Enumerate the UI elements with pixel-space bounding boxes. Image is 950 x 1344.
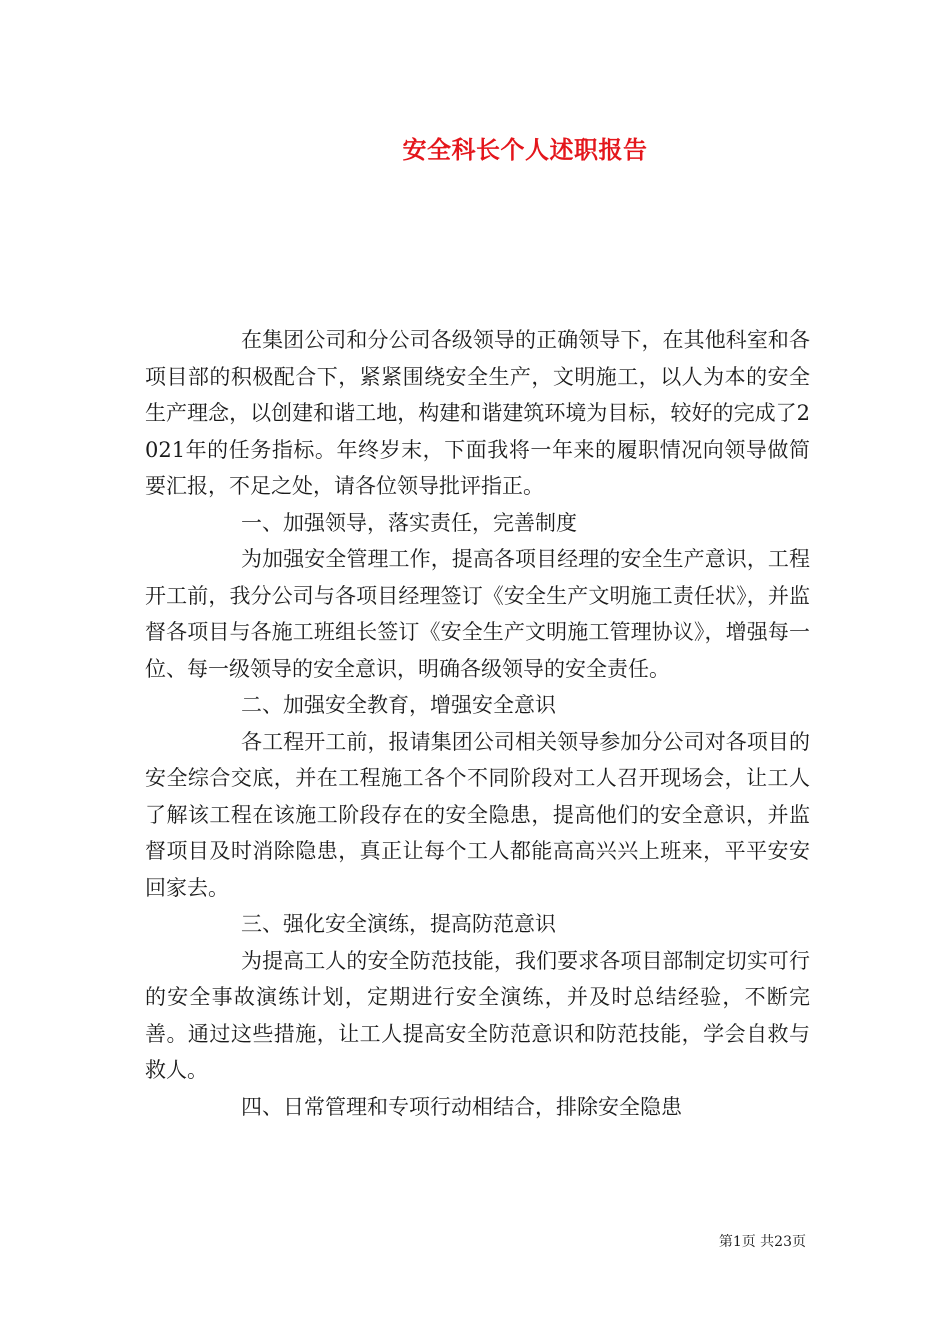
- document-title: 安全科长个人述职报告: [402, 135, 648, 164]
- section-heading-2: 二、加强安全教育，增强安全意识: [241, 693, 556, 717]
- page-number-footer: 第1页 共23页: [718, 1234, 806, 1250]
- section-heading-3: 三、强化安全演练，提高防范意识: [241, 912, 556, 936]
- paragraph-section-2: 各工程开工前，报请集团公司相关领导参加分公司对各项目的安全综合交底，并在工程施工各个不同阶段对工人召开现场会，让工人了解该工程在该施工阶段存在的安全隐患，提高他们的安全意识，并监督项目及时消除隐患，真正让每个工人都能高高兴兴上班来，平平安安回家去。: [145, 729, 810, 900]
- paragraph-section-1: 为加强安全管理工作，提高各项目经理的安全生产意识，工程开工前，我分公司与各项目经理签订《安全生产文明施工责任状》，并监督各项目与各施工班组长签订《安全生产文明施工管理协议》，增强每一位、每一级领导的安全意识，明确各级领导的安全责任。: [145, 547, 810, 681]
- section-heading-4: 四、日常管理和专项行动相结合，排除安全隐患: [241, 1094, 682, 1119]
- paragraph-intro: 在集团公司和分公司各级领导的正确领导下，在其他科室和各项目部的积极配合下，紧紧围绕安全生产，文明施工，以人为本的安全生产理念，以创建和谐工地，构建和谐建筑环境为目标，较好的完成了2021年的任务指标。年终岁末，下面我将一年来的履职情况向领导做简要汇报，不足之处，请各位领导批评指正。: [145, 328, 810, 498]
- paragraph-section-3: 为提高工人的安全防范技能，我们要求各项目部制定切实可行的安全事故演练计划，定期进行安全演练，并及时总结经验，不断完善。通过这些措施，让工人提高安全防范意识和防范技能，学会自救与救人。: [145, 948, 810, 1082]
- section-heading-1: 一、加强领导，落实责任，完善制度: [241, 510, 577, 535]
- document-body: [145, 322, 810, 1125]
